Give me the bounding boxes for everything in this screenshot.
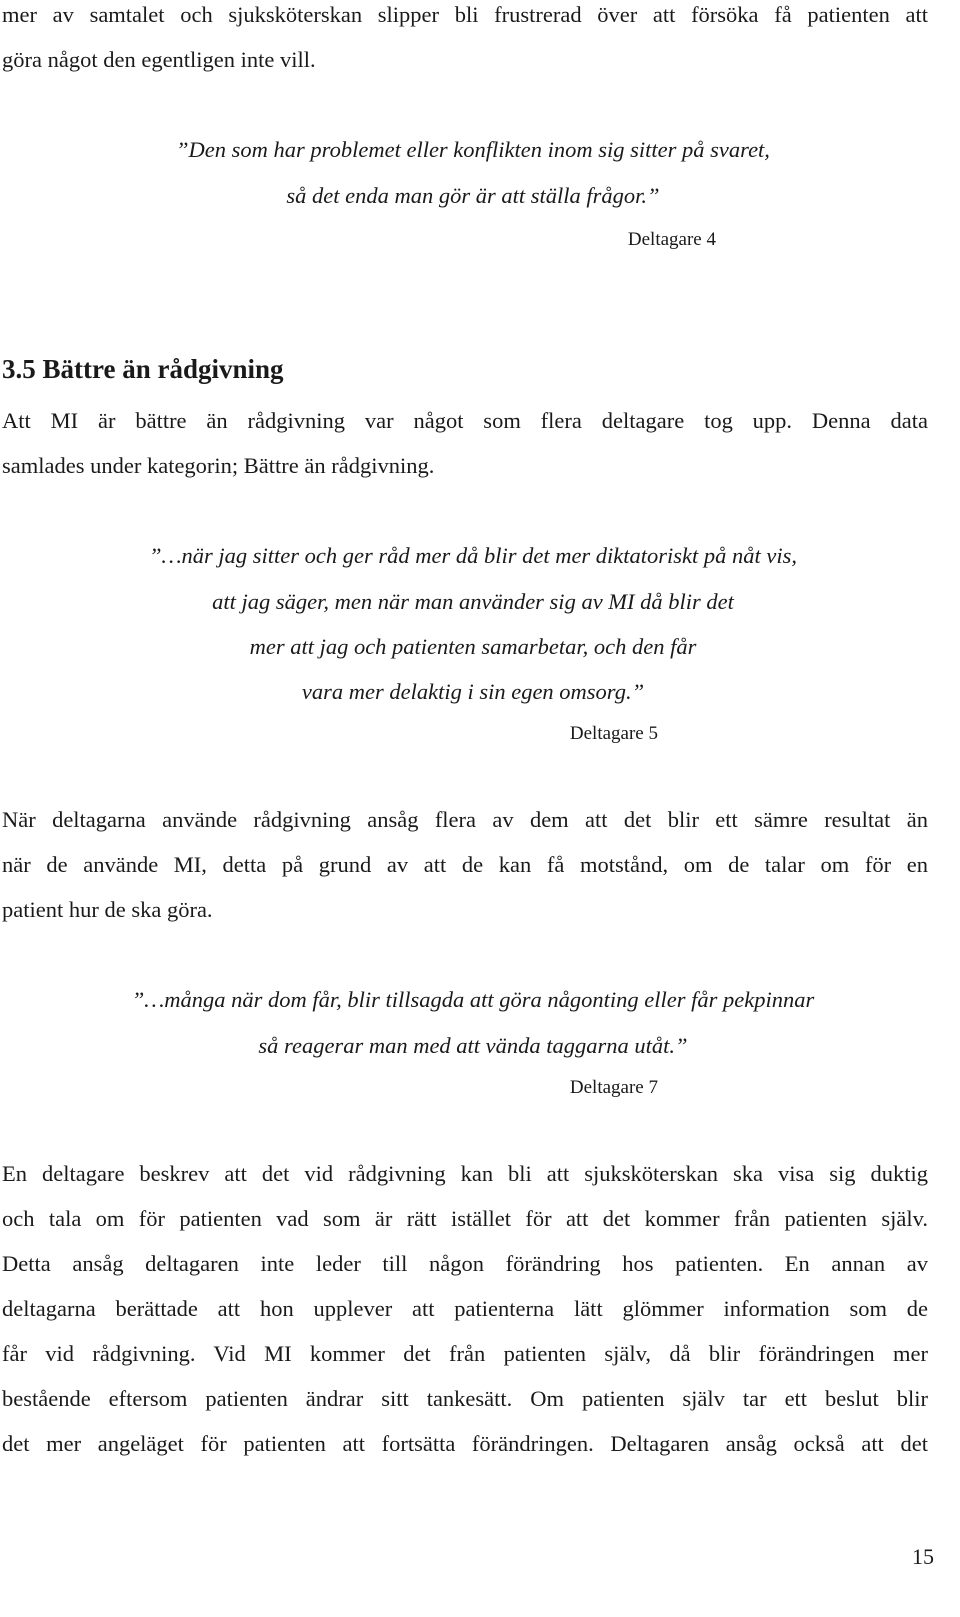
quote-2-line-4: vara mer delaktig i sin egen omsorg.”: [301, 679, 645, 704]
paragraph-3-line-3: Detta ansåg deltagaren inte leder till någon förändring hos patienten. En annan av: [2, 1251, 928, 1276]
paragraph-3-line-4: deltagarna berättade att hon upplever att patienterna lätt glömmer information som de: [2, 1296, 928, 1321]
paragraph-3-line-1: En deltagare beskrev att det vid rådgivning kan bli att sjuksköterskan ska visa sig duktig: [2, 1161, 928, 1186]
quote-1-line-2: så det enda man gör är att ställa frågor.”: [286, 183, 660, 208]
paragraph-2-line-3: patient hur de ska göra.: [2, 897, 213, 922]
intro-line-1: mer av samtalet och sjuksköterskan slipper bli frustrerad över att försöka få patienten att: [2, 2, 928, 27]
paragraph-2-line-1: När deltagarna använde rådgivning ansåg flera av dem att det blir ett sämre resultat än: [2, 807, 928, 832]
quote-2-line-3: mer att jag och patienten samarbetar, och den får: [249, 634, 697, 659]
paragraph-3-line-6: bestående eftersom patienten ändrar sitt tankesätt. Om patienten själv tar ett beslut blir: [2, 1386, 928, 1411]
section-line-1: Att MI är bättre än rådgivning var något som flera deltagare tog upp. Denna data: [2, 408, 928, 433]
section-line-2: samlades under kategorin; Bättre än rådgivning.: [2, 453, 435, 478]
quote-1-line-1: ”Den som har problemet eller konflikten inom sig sitter på svaret,: [176, 137, 770, 162]
section-heading: 3.5 Bättre än rådgivning: [2, 354, 284, 384]
quote-2-line-2: att jag säger, men när man använder sig av MI då blir det: [212, 589, 734, 614]
paragraph-3-line-2: och tala om för patienten vad som är rätt istället för att det kommer från patienten själv.: [2, 1206, 928, 1231]
quote-3-line-1: ”…många när dom får, blir tillsagda att göra någonting eller får pekpinnar: [131, 987, 815, 1012]
quote-1-participant: Deltagare 4: [627, 229, 716, 250]
paragraph-3-line-7: det mer angeläget för patienten att fortsätta förändringen. Deltagaren ansåg också att det: [2, 1431, 928, 1456]
quote-3-participant: Deltagare 7: [569, 1077, 658, 1098]
quote-2-line-1: ”…när jag sitter och ger råd mer då blir det mer diktatoriskt på nåt vis,: [148, 543, 798, 568]
paragraph-2-line-2: när de använde MI, detta på grund av att de kan få motstånd, om de talar om för en: [2, 852, 928, 877]
paragraph-3-line-5: får vid rådgivning. Vid MI kommer det från patienten själv, då blir förändringen mer: [2, 1341, 928, 1366]
quote-3-line-2: så reagerar man med att vända taggarna utåt.”: [258, 1033, 688, 1058]
intro-line-2: göra något den egentligen inte vill.: [2, 47, 316, 72]
quote-2-participant: Deltagare 5: [569, 723, 658, 744]
page-number: 15: [912, 1544, 934, 1569]
